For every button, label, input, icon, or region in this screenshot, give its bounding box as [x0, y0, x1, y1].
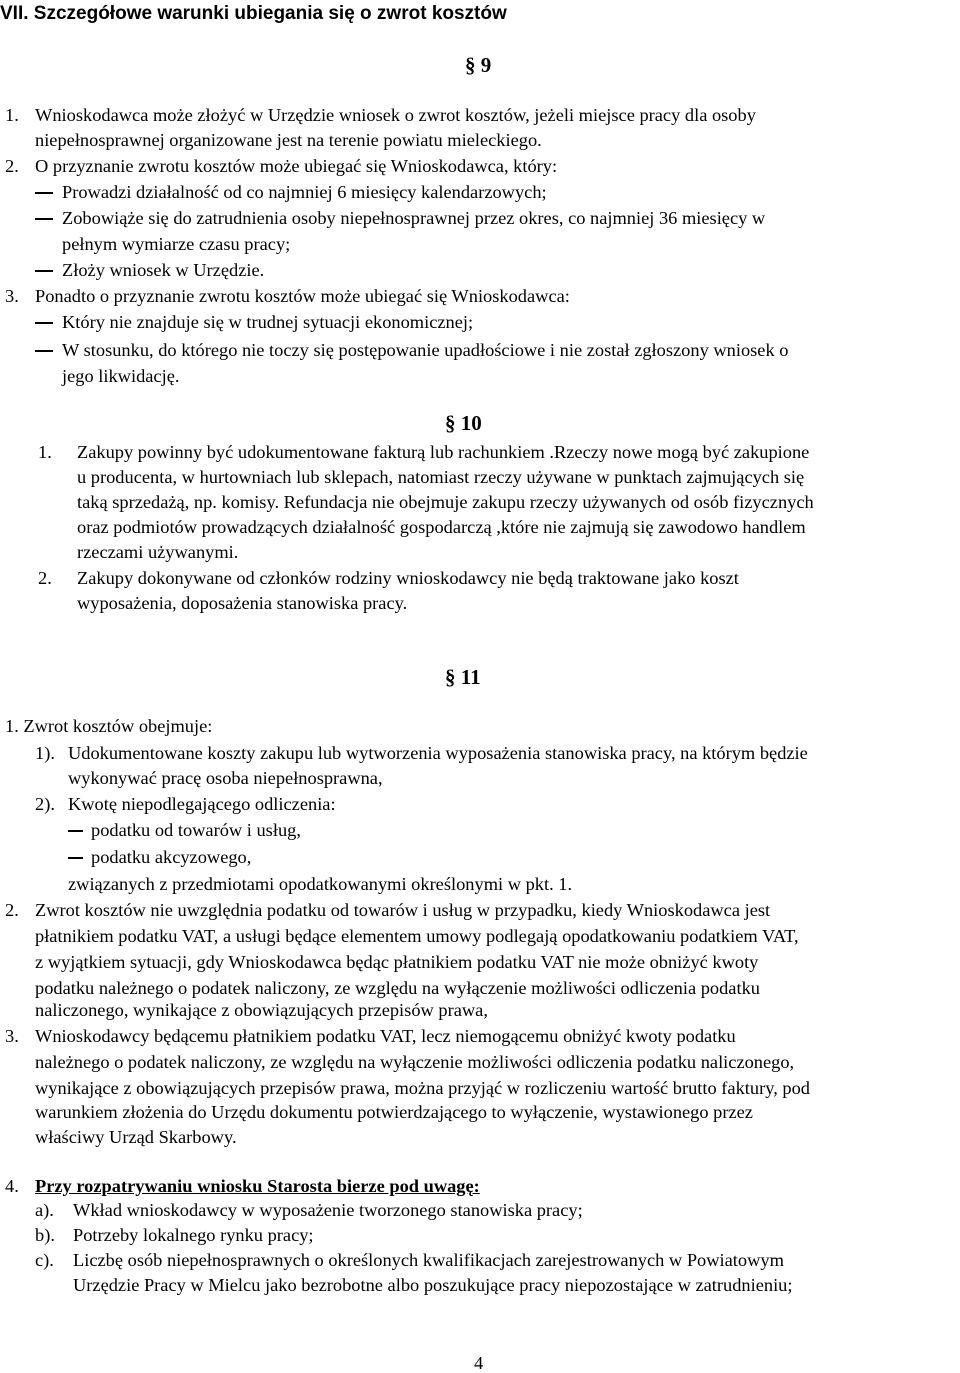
text-line: podatku należnego o podatek naliczony, ze względu na wyłączenie możliwości odliczenia podatku: [35, 978, 760, 998]
list-number: 2.: [38, 568, 52, 588]
text-line: podatku akcyzowego,: [91, 847, 252, 867]
text-line: wykonywać pracę osoba niepełnosprawna,: [68, 768, 383, 788]
list-number: 1.: [38, 442, 52, 462]
text-line: naliczonego, wynikające z obowiązujących przepisów prawa,: [35, 1000, 488, 1020]
text-line: warunkiem złożenia do Urzędu dokumentu potwierdzającego to wyłączenie, wystawionego przez: [35, 1102, 753, 1122]
dash-bullet: [35, 322, 53, 324]
text-line: O przyznanie zwrotu kosztów może ubiegać się Wnioskodawca, który:: [35, 156, 558, 176]
text-line: Udokumentowane koszty zakupu lub wytworzenia wyposażenia stanowiska pracy, na którym będzie: [68, 743, 808, 763]
list-number: 3.: [5, 1026, 19, 1046]
criteria-heading: Przy rozpatrywaniu wniosku Starosta bierze pod uwagę:: [35, 1176, 480, 1196]
list-number: 4.: [5, 1176, 19, 1196]
text-line: związanych z przedmiotami opodatkowanymi określonymi w pkt. 1.: [68, 874, 573, 894]
text-line: wynikające z obowiązujących przepisów prawa, można przyjąć w rozliczeniu wartość brutto faktury, pod: [35, 1078, 810, 1098]
text-line: Potrzeby lokalnego rynku pracy;: [73, 1225, 314, 1245]
text-line: Który nie znajduje się w trudnej sytuacji ekonomicznej;: [62, 312, 474, 332]
list-number: 2).: [35, 794, 55, 814]
text-line: wyposażenia, doposażenia stanowiska pracy.: [77, 593, 408, 613]
text-line: Ponadto o przyznanie zwrotu kosztów może ubiegać się Wnioskodawca:: [35, 286, 570, 306]
text-line: W stosunku, do którego nie toczy się postępowanie upadłościowe i nie został zgłoszony wniosek o: [62, 340, 789, 360]
list-number: 2.: [5, 156, 19, 176]
dash-bullet: [35, 350, 53, 352]
text-line: oraz podmiotów prowadzących działalność gospodarczą ,które nie zajmują się zawodowo handlem: [77, 517, 806, 537]
text-line: pełnym wymiarze czasu pracy;: [62, 234, 291, 254]
text-line: Zwrot kosztów nie uwzględnia podatku od towarów i usług w przypadku, kiedy Wnioskodawca jest: [35, 900, 771, 920]
page-number: 4: [474, 1353, 484, 1373]
text-line: Wkład wnioskodawcy w wyposażenie tworzonego stanowiska pracy;: [73, 1200, 583, 1220]
text-line: Wnioskodawca może złożyć w Urzędzie wniosek o zwrot kosztów, jeżeli miejsce pracy dla osoby: [35, 105, 756, 125]
list-number: b).: [35, 1225, 55, 1245]
list-number: 1.: [5, 105, 19, 125]
list-number: 2.: [5, 900, 19, 920]
text-line: Liczbę osób niepełnosprawnych o określonych kwalifikacjach zarejestrowanych w Powiatowym: [73, 1250, 784, 1270]
text-line: z wyjątkiem sytuacji, gdy Wnioskodawca będąc płatnikiem podatku VAT nie może obniżyć kwoty: [35, 952, 759, 972]
text-line: należnego o podatek naliczony, ze względu na wyłączenie możliwości odliczenia podatku naliczonego,: [35, 1052, 795, 1072]
list-number: a).: [35, 1200, 54, 1220]
dash-bullet: [68, 830, 83, 832]
text-line: Zobowiąże się do zatrudnienia osoby niepełnosprawnej przez okres, co najmniej 36 miesięcy w: [62, 208, 766, 228]
text-line: u producenta, w hurtowniach lub sklepach, natomiast rzeczy używane w punktach zajmujących się: [77, 467, 805, 487]
section-title: VII. Szczegółowe warunki ubiegania się o zwrot kosztów: [0, 3, 507, 24]
text-line: taką sprzedażą, np. komisy. Refundacja nie obejmuje zakupu rzeczy używanych od osób fizycznych: [77, 492, 814, 512]
text-line: Wnioskodawcy będącemu płatnikiem podatku VAT, lecz niemogącemu obniżyć kwoty podatku: [35, 1026, 736, 1046]
dash-bullet: [35, 270, 53, 272]
text-line: Złoży wniosek w Urzędzie.: [62, 260, 265, 280]
text-line: Urzędzie Pracy w Mielcu jako bezrobotne albo poszukujące pracy niepozostające w zatrudnieniu;: [73, 1275, 793, 1295]
paragraph-9-heading: § 9: [465, 53, 492, 77]
dash-bullet: [35, 218, 53, 220]
text-line: płatnikiem podatku VAT, a usługi będące elementem umowy podlegają opodatkowaniu podatkiem VAT,: [35, 926, 799, 946]
text-line: Prowadzi działalność od co najmniej 6 miesięcy kalendarzowych;: [62, 182, 547, 202]
paragraph-10-heading: § 10: [445, 411, 482, 435]
text-line: Zakupy dokonywane od członków rodziny wnioskodawcy nie będą traktowane jako koszt: [77, 568, 739, 588]
text-line: jego likwidację.: [62, 366, 180, 386]
paragraph-11-heading: § 11: [445, 665, 481, 689]
dash-bullet: [68, 857, 83, 859]
list-number: c).: [35, 1250, 54, 1270]
text-line: Kwotę niepodlegającego odliczenia:: [68, 794, 336, 814]
list-number: 3.: [5, 286, 19, 306]
text-line: właściwy Urząd Skarbowy.: [35, 1127, 237, 1147]
text-line: Zakupy powinny być udokumentowane fakturą lub rachunkiem .Rzeczy nowe mogą być zakupione: [77, 442, 810, 462]
text-line: rzeczami używanymi.: [77, 542, 239, 562]
list-number: 1).: [35, 743, 55, 763]
dash-bullet: [35, 192, 53, 194]
text-line: 1. Zwrot kosztów obejmuje:: [5, 716, 213, 736]
text-line: niepełnosprawnej organizowane jest na terenie powiatu mieleckiego.: [35, 130, 542, 150]
text-line: podatku od towarów i usług,: [91, 820, 301, 840]
